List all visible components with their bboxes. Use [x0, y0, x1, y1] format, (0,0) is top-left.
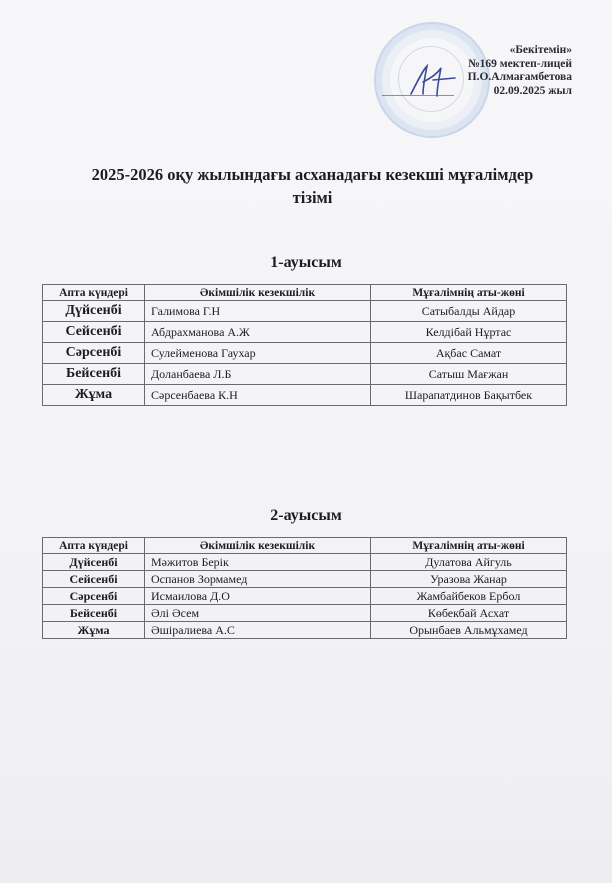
teacher-cell: Шарапатдинов Бақытбек	[371, 385, 567, 406]
title-line-2: тізімі	[292, 188, 333, 207]
admin-cell: Оспанов Зормамед	[145, 571, 371, 588]
table-row	[43, 622, 567, 639]
teacher-cell: Сатыш Мағжан	[371, 364, 567, 385]
admin-cell: Доланбаева Л.Б	[145, 364, 371, 385]
teacher-cell: Дулатова Айгуль	[371, 554, 567, 571]
column-header-admin: Әкімшілік кезекшілік	[145, 538, 371, 554]
signature-icon	[405, 60, 465, 100]
admin-cell: Абдрахманова А.Ж	[145, 322, 371, 343]
column-header-teacher: Мұғалімнің аты-жөні	[371, 285, 567, 301]
teacher-cell: Орынбаев Альмұхамед	[371, 622, 567, 639]
teacher-cell: Көбекбай Асхат	[371, 605, 567, 622]
table-row	[43, 385, 567, 406]
day-cell: Сейсенбі	[43, 571, 145, 588]
admin-cell: Сәрсенбаева К.Н	[145, 385, 371, 406]
day-cell: Жұма	[43, 622, 145, 639]
day-cell: Бейсенбі	[43, 364, 145, 385]
teacher-cell: Ақбас Самат	[371, 343, 567, 364]
day-cell: Бейсенбі	[43, 605, 145, 622]
table-row	[43, 605, 567, 622]
table-row	[43, 588, 567, 605]
admin-cell: Исмаилова Д.О	[145, 588, 371, 605]
title-line-1: 2025-2026 оқу жылындағы асханадағы кезекші мұғалімдер	[91, 165, 534, 184]
admin-cell: Әшіралиева А.С	[145, 622, 371, 639]
table-row	[43, 301, 567, 322]
table-header-row	[43, 538, 567, 554]
table-row	[43, 571, 567, 588]
table-row	[43, 554, 567, 571]
table-row	[43, 364, 567, 385]
day-cell: Дүйсенбі	[43, 301, 145, 322]
column-header-day: Апта күндері	[43, 285, 145, 301]
teacher-cell: Сатыбалды Айдар	[371, 301, 567, 322]
shift2-title: 2-ауысым	[270, 507, 342, 524]
approval-date: 02.09.2025 жыл	[493, 84, 572, 97]
day-cell: Сәрсенбі	[43, 343, 145, 364]
signature-line	[382, 95, 454, 96]
approval-school: №169 мектеп-лицей	[468, 57, 572, 70]
day-cell: Сейсенбі	[43, 322, 145, 343]
approval-heading: «Бекітемін»	[509, 44, 572, 56]
table-header-row	[43, 285, 567, 301]
approval-director: П.О.Алмағамбетова	[467, 71, 572, 83]
shift1-title: 1-ауысым	[270, 254, 342, 271]
teacher-cell: Келдібай Нұртас	[371, 322, 567, 343]
admin-cell: Галимова Г.Н	[145, 301, 371, 322]
admin-cell: Сулейменова Гаухар	[145, 343, 371, 364]
table-row	[43, 343, 567, 364]
column-header-teacher: Мұғалімнің аты-жөні	[371, 538, 567, 554]
table-row	[43, 322, 567, 343]
column-header-day: Апта күндері	[43, 538, 145, 554]
day-cell: Сәрсенбі	[43, 588, 145, 605]
teacher-cell: Жамбайбеков Ербол	[371, 588, 567, 605]
day-cell: Жұма	[43, 385, 145, 406]
admin-cell: Әлі Әсем	[145, 605, 371, 622]
shift1-table	[42, 284, 567, 406]
day-cell: Дүйсенбі	[43, 554, 145, 571]
approval-block	[468, 44, 572, 98]
document-title	[30, 163, 595, 209]
admin-cell: Мәжитов Берік	[145, 554, 371, 571]
teacher-cell: Уразова Жанар	[371, 571, 567, 588]
shift2-table	[42, 537, 567, 639]
column-header-admin: Әкімшілік кезекшілік	[145, 285, 371, 301]
